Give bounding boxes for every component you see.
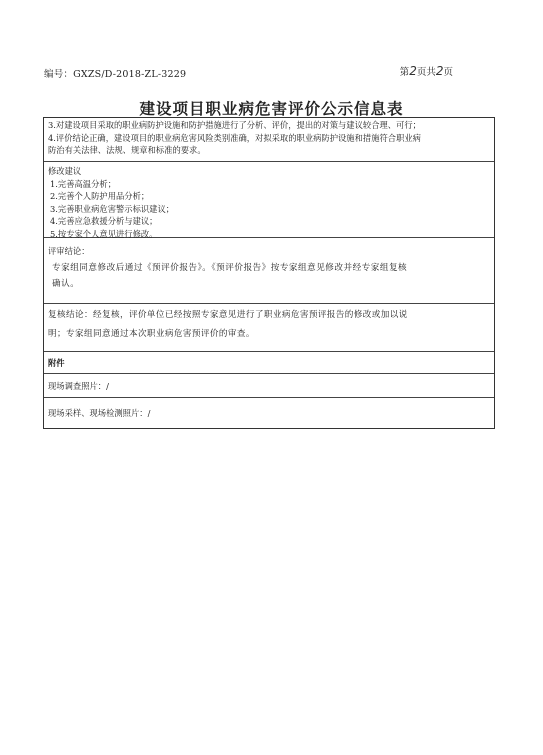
conclusion-line: 4.评价结论正确，建设项目的职业病危害风险类别准确，对拟采取的职业病防护设施和措施符合职业病 — [48, 132, 421, 143]
suggestion-item: 2.完善个人防护用品分析； — [50, 191, 150, 201]
suggestion-item: 3.完善职业病危害警示标识建议； — [50, 203, 175, 214]
page-title: 建设项目职业病危害评价公示信息表 — [139, 100, 404, 118]
page-suffix: 页 — [443, 67, 453, 78]
suggestion-item: 5.按专家个人意见进行修改。 — [50, 228, 158, 239]
attachments-header-cell — [44, 352, 494, 374]
recheck-text-line: 明；专家组同意通过本次职业病危害预评价的审查。 — [48, 329, 255, 339]
suggestions-label: 修改建议 — [48, 166, 82, 176]
page-counter — [400, 64, 453, 78]
suggestions-cell — [44, 162, 494, 238]
review-text-line: 专家组同意修改后通过《预评价报告》。《预评价报告》按专家组意见修改并经专家组复核 — [52, 263, 408, 273]
info-table — [43, 117, 495, 429]
page-total-handwritten: 2 — [435, 64, 444, 78]
suggestion-item: 1.完善高温分析； — [50, 178, 116, 189]
site-photos-cell — [44, 374, 494, 398]
page-mid: 页共 — [416, 67, 436, 78]
attachments-label: 附件 — [48, 358, 65, 368]
page-prefix: 第 — [399, 67, 410, 78]
page-current-handwritten: 2 — [409, 64, 417, 78]
conclusion-continued-cell — [44, 118, 494, 162]
sampling-photos-cell — [44, 398, 494, 428]
site-photos-text: 现场调查照片：/ — [48, 381, 109, 391]
suggestion-item: 4.完善应急救援分析与建议； — [50, 216, 158, 226]
document-number: 编号：GXZS/D-2018-ZL-3229 — [44, 69, 187, 80]
review-conclusion-cell — [44, 238, 494, 304]
recheck-text-line: 复核结论：经复核，评价单位已经按照专家意见进行了职业病危害预评报告的修改或加以说 — [48, 310, 408, 320]
review-label: 评审结论： — [48, 246, 90, 256]
conclusion-line: 防治有关法律、法规、规章和标准的要求。 — [48, 145, 206, 155]
recheck-conclusion-cell — [44, 304, 494, 352]
sampling-photos-text: 现场采样、现场检测照片：/ — [48, 408, 151, 418]
conclusion-line: 3.对建设项目采取的职业病防护设施和防护措施进行了分析、评价，提出的对策与建议较合理、可行； — [48, 120, 421, 130]
review-text-line: 确认。 — [52, 279, 80, 289]
